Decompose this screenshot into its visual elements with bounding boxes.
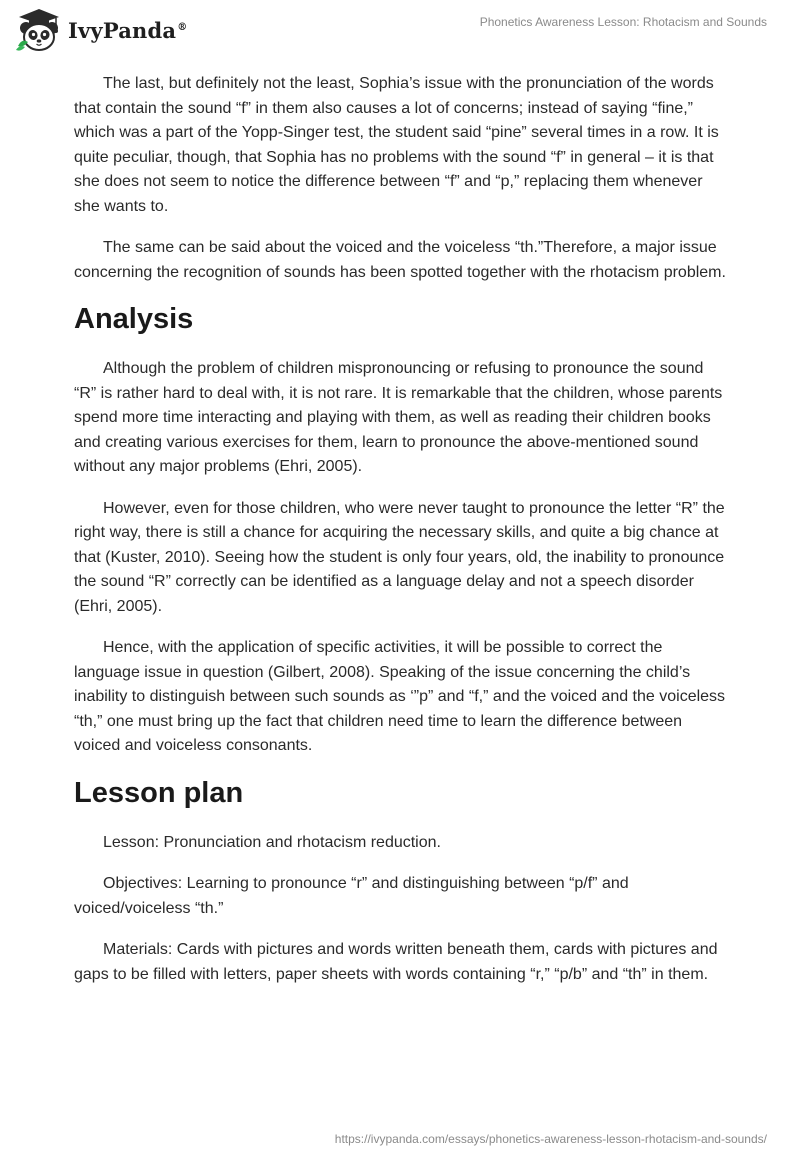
essay-body [74,72,728,1004]
body-paragraph: Lesson: Pronunciation and rhotacism reduction. [103,833,441,851]
logo-wordmark: IvyPanda® [68,17,188,43]
body-paragraph: The same can be said about the voiced and the voiceless “th.”Therefore, a major issue concerning the recognition of sounds has been spotted together with the rhotacism problem. [74,239,726,281]
source-url[interactable]: https://ivypanda.com/essays/phonetics-awareness-lesson-rhotacism-and-sounds/ [334,1132,767,1146]
section-heading-analysis: Analysis [74,303,194,335]
panda-graduate-icon [14,8,64,52]
body-paragraph: However, even for those children, who were never taught to pronounce the letter “R” the right way, there is still a chance for acquiring the necessary skills, and quite a big chance at that (Kuster, 2010). Seeing how the student is only four years, old, the inability to pronounce the sound “R” correctly can be identified as a language delay and not a speech disorder (Ehri, 2005). [74,499,725,615]
body-paragraph: Objectives: Learning to pronounce “r” and distinguishing between “p/f” and voiced/voiceless “th.” [74,875,629,917]
body-paragraph: Materials: Cards with pictures and words written beneath them, cards with pictures and gaps to be filled with letters, paper sheets with words containing “r,” “p/b” and “th” in them. [74,941,718,983]
page-header [0,0,800,60]
section-heading-lesson-plan: Lesson plan [74,776,244,809]
body-paragraph: Hence, with the application of specific activities, it will be possible to correct the language issue in question (Gilbert, 2008). Speaking of the issue concerning the child’s inability to distinguish between such sounds as ‘”p” and “f,” and the voiced and the voiceless “th,” one must bring up the fact that children need time to learn the difference between voiced and voiceless consonants. [74,639,726,754]
document-title: Phonetics Awareness Lesson: Rhotacism and Sounds [479,15,767,29]
body-paragraph: Although the problem of children mispronouncing or refusing to pronounce the sound “R” is rather hard to deal with, it is not rare. It is remarkable that the children, whose parents spend more time interacting and playing with them, as well as reading their children books and creating various exercises for them, learn to pronounce the above-mentioned sound without any major problems (Ehri, 2005). [74,360,723,475]
body-paragraph: The last, but definitely not the least, Sophia’s issue with the pronunciation of the words that contain the sound “f” in them also causes a lot of concerns; instead of saying “fine,” which was a part of the Yopp-Singer test, the student said “pine” several times in a row. It is quite peculiar, though, that Sophia has no problems with the sound “f” in general – it is that she does not seem to notice the difference between “f” and “p,” replacing them whenever she wants to. [74,75,719,215]
ivypanda-logo[interactable] [14,8,187,52]
